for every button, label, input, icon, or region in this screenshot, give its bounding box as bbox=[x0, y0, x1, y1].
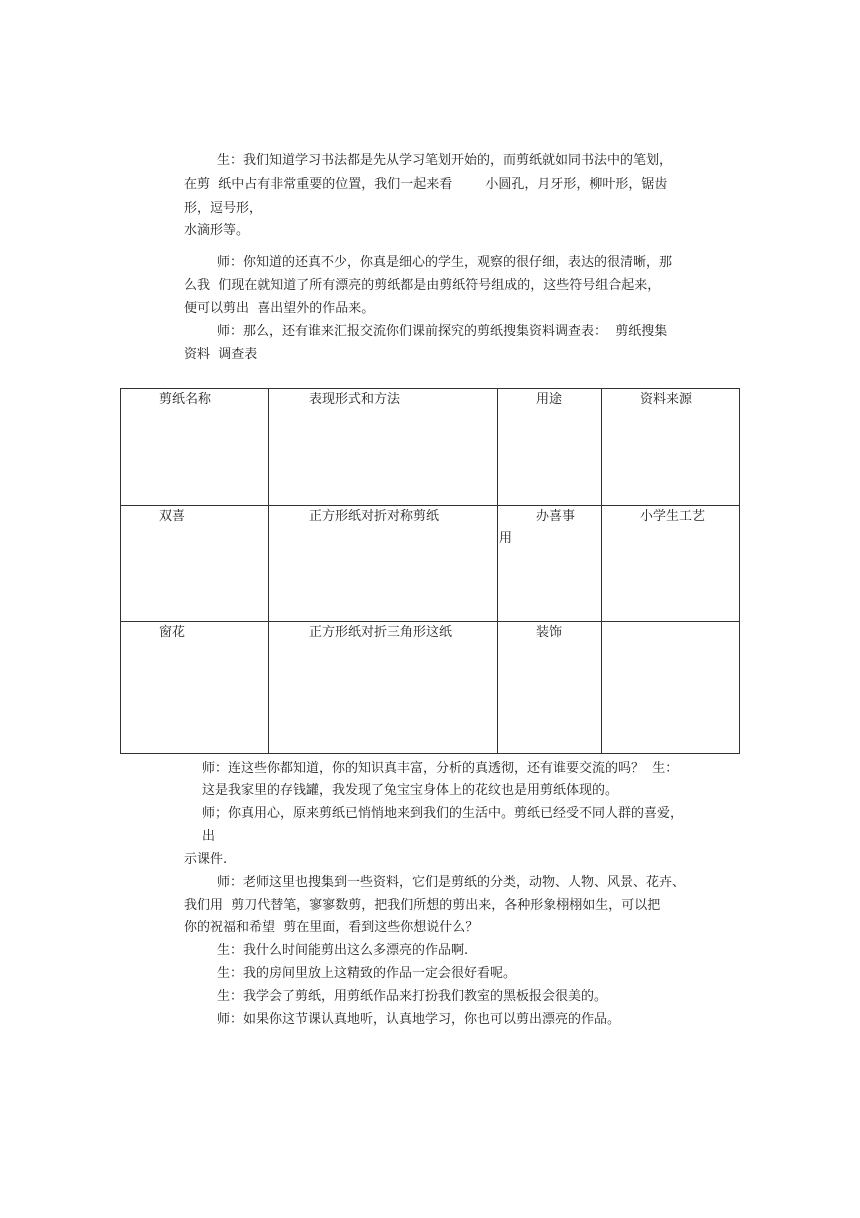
header-cell: 表现形式和方法 bbox=[269, 389, 498, 506]
dialogue-line: 师：如果你这节课认真地听，认真地学习，你也可以剪出漂亮的作品。 bbox=[217, 1012, 621, 1027]
table-header-row bbox=[121, 389, 740, 506]
table-cell: 装饰 bbox=[498, 622, 602, 754]
paragraph-line: 师：那么，还有谁来汇报交流你们课前探究的剪纸搜集资料调查表： 剪纸搜集 bbox=[217, 324, 668, 339]
paragraph-line: 水滴形等。 bbox=[184, 223, 250, 238]
table-cell: 办喜事 用 bbox=[498, 506, 602, 622]
paragraph-line: 么我 们现在就知道了所有漂亮的剪纸都是由剪纸符号组成的，这些符号组合起来， bbox=[184, 278, 661, 293]
dialogue-line: 生：我学会了剪纸，用剪纸作品来打扮我们教室的黑板报会很美的。 bbox=[217, 989, 608, 1004]
paragraph-line: 形，逗号形， bbox=[184, 201, 263, 216]
table-cell: 正方形纸对折三角形这纸 bbox=[269, 622, 498, 754]
paragraph-line: 师：连这些你都知道，你的知识真丰富，分析的真透彻，还有谁要交流的吗？ 生： bbox=[202, 761, 679, 776]
paragraph-line: 出 bbox=[202, 829, 216, 844]
table-cell bbox=[602, 622, 740, 754]
paragraph-line: 师：老师这里也搜集到一些资料，它们是剪纸的分类，动物、人物、风景、花卉、 bbox=[217, 875, 686, 890]
paragraph-line: 在剪 纸中占有非常重要的位置，我们一起来看 小圆孔，月牙形，柳叶形，锯齿 bbox=[184, 177, 668, 192]
header-cell: 用途 bbox=[498, 389, 602, 506]
table-cell: 小学生工艺 bbox=[602, 506, 740, 622]
paragraph-line: 师；你真用心，原来剪纸已悄悄地来到我们的生活中。剪纸已经受不同人群的喜爱， bbox=[202, 806, 684, 821]
table-row bbox=[121, 506, 740, 622]
table-row bbox=[121, 622, 740, 754]
paragraph-line: 师：你知道的还真不少，你真是细心的学生，观察的很仔细，表达的很清晰，那 bbox=[217, 255, 673, 270]
dialogue-line: 生：我什么时间能剪出这么多漂亮的作品啊. bbox=[217, 943, 469, 958]
papercut-survey-table bbox=[120, 388, 740, 754]
table-cell: 窗花 bbox=[121, 622, 269, 754]
dialogue-line: 生：我的房间里放上这精致的作品一定会很好看呢。 bbox=[217, 966, 517, 981]
paragraph-line: 资料 调查表 bbox=[184, 347, 258, 362]
header-cell: 剪纸名称 bbox=[121, 389, 269, 506]
table-cell: 正方形纸对折对称剪纸 bbox=[269, 506, 498, 622]
paragraph-line: 示课件. bbox=[184, 852, 228, 867]
header-cell: 资料来源 bbox=[602, 389, 740, 506]
paragraph-line: 生：我们知道学习书法都是先从学习笔划开始的，而剪纸就如同书法中的笔划， bbox=[217, 153, 673, 168]
table-cell: 双喜 bbox=[121, 506, 269, 622]
paragraph-line: 我们用 剪刀代替笔，寥寥数剪，把我们所想的剪出来，各种形象栩栩如生，可以把 bbox=[184, 898, 661, 913]
paragraph-line: 这是我家里的存钱罐，我发现了兔宝宝身体上的花纹也是用剪纸体现的。 bbox=[202, 783, 619, 798]
paragraph-line: 你的祝福和希望 剪在里面，看到这些你想说什么？ bbox=[184, 920, 479, 935]
paragraph-line: 便可以剪出 喜出望外的作品来。 bbox=[184, 301, 375, 316]
